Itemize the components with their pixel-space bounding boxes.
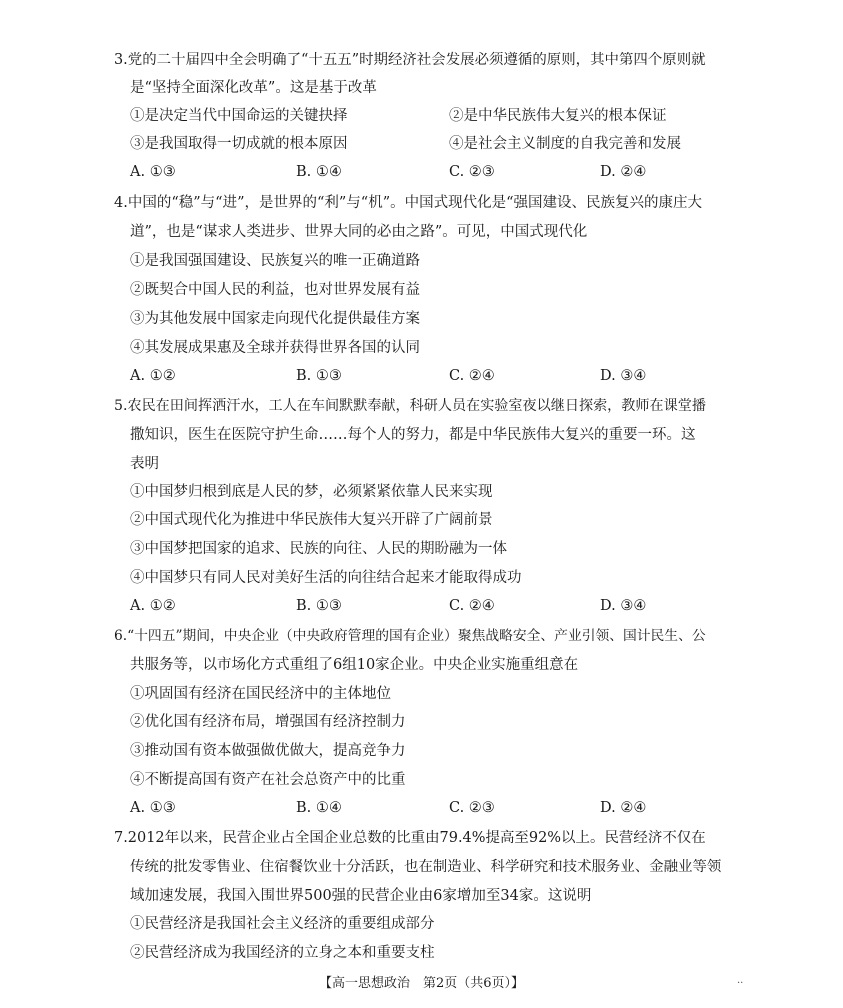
question-7-stem-line-1: 7.2012年以来，民营企业占全国企业总数的比重由79.4%提高至92%以上。民营经济不仅在: [114, 830, 706, 846]
question-5-stem-line-1: 5.农民在田间挥洒汗水，工人在车间默默奉献，科研人员在实验室夜以继日探索，教师在课堂播: [114, 398, 706, 414]
question-5-statement-2: ②中国式现代化为推进中华民族伟大复兴开辟了广阔前景: [130, 512, 493, 528]
question-5-choice-d[interactable]: D. ③④: [600, 598, 647, 614]
question-6-choice-a[interactable]: A. ①③: [130, 800, 176, 816]
question-4-choice-a[interactable]: A. ①②: [130, 368, 176, 384]
question-3-statement-4: ④是社会主义制度的自我完善和发展: [449, 136, 681, 152]
question-4-statement-4: ④其发展成果惠及全球并获得世界各国的认同: [130, 340, 420, 356]
question-6-choice-b[interactable]: B. ①④: [296, 800, 342, 816]
question-4-statement-1: ①是我国强国建设、民族复兴的唯一正确道路: [130, 253, 420, 269]
question-3-choice-a[interactable]: A. ①③: [130, 164, 176, 180]
question-3-choice-c[interactable]: C. ②③: [449, 164, 495, 180]
question-4-choices: [130, 366, 722, 386]
question-6-stem-line-1: 6.“十四五”期间，中央企业（中央政府管理的国有企业）聚焦战略安全、产业引领、国计民生、公: [114, 628, 706, 644]
question-5-choice-c[interactable]: C. ②④: [449, 598, 495, 614]
question-7-statement-1: ①民营经济是我国社会主义经济的重要组成部分: [130, 916, 435, 932]
question-3-choice-b[interactable]: B. ①④: [296, 164, 342, 180]
question-6-statement-2: ②优化国有经济布局，增强国有经济控制力: [130, 714, 406, 730]
question-5-statement-1: ①中国梦归根到底是人民的梦，必须紧紧依靠人民来实现: [130, 484, 493, 500]
question-6-statement-1: ①巩固国有经济在国民经济中的主体地位: [130, 686, 391, 702]
question-5-stem-line-3: 表明: [130, 456, 159, 472]
question-6-stem-line-2: 共服务等，以市场化方式重组了6组10家企业。中央企业实施重组意在: [130, 657, 579, 673]
question-3-choices: [130, 162, 722, 182]
question-5-statement-3: ③中国梦把国家的追求、民族的向往、人民的期盼融为一体: [130, 541, 507, 557]
question-7-stem-line-3: 域加速发展，我国入围世界500强的民营企业由6家增加至34家。这说明: [130, 888, 592, 904]
question-3-statement-3: ③是我国取得一切成就的根本原因: [130, 136, 348, 152]
question-5-statement-4: ④中国梦只有同人民对美好生活的向往结合起来才能取得成功: [130, 570, 522, 586]
question-4-stem-line-2: 道”，也是“谋求人类进步、世界大同的必由之路”。可见，中国式现代化: [130, 224, 588, 240]
corner-mark: ··: [737, 978, 744, 989]
question-5-choice-b[interactable]: B. ①③: [296, 598, 342, 614]
question-6-statement-4: ④不断提高国有资产在社会总资产中的比重: [130, 772, 406, 788]
question-6-choices: [130, 798, 722, 818]
question-3-statements-row-1: [130, 106, 722, 126]
question-7-stem-line-2: 传统的批发零售业、住宿餐饮业十分活跃，也在制造业、科学研究和技术服务业、金融业等领: [130, 859, 722, 875]
question-3-statement-2: ②是中华民族伟大复兴的根本保证: [449, 108, 667, 124]
question-5-stem-line-2: 撒知识，医生在医院守护生命……每个人的努力，都是中华民族伟大复兴的重要一环。这: [130, 427, 696, 443]
question-4-choice-b[interactable]: B. ①③: [296, 368, 342, 384]
question-4-statement-3: ③为其他发展中国家走向现代化提供最佳方案: [130, 311, 420, 327]
question-4-stem-line-1: 4.中国的“稳”与“进”，是世界的“利”与“机”。中国式现代化是“强国建设、民族复兴的康庄大: [114, 195, 703, 211]
question-3-statement-1: ①是决定当代中国命运的关键抉择: [130, 108, 348, 124]
question-3-stem-line-1: 3.党的二十届四中全会明确了“十五五”时期经济社会发展必须遵循的原则，其中第四个原则就: [114, 52, 706, 68]
question-6-statement-3: ③推动国有资本做强做优做大，提高竞争力: [130, 743, 406, 759]
question-4-choice-d[interactable]: D. ③④: [600, 368, 647, 384]
question-7-statement-2: ②民营经济成为我国经济的立身之本和重要支柱: [130, 945, 435, 961]
question-3-choice-d[interactable]: D. ②④: [600, 164, 647, 180]
question-5-choice-a[interactable]: A. ①②: [130, 598, 176, 614]
question-5-choices: [130, 596, 722, 616]
question-3-statements-row-2: [130, 134, 722, 154]
question-3-stem-line-2: 是“坚持全面深化改革”。这是基于改革: [130, 80, 377, 96]
page-footer: 【高一思想政治 第2页（共6页）】: [318, 976, 525, 991]
question-6-choice-c[interactable]: C. ②③: [449, 800, 495, 816]
question-6-choice-d[interactable]: D. ②④: [600, 800, 647, 816]
question-4-choice-c[interactable]: C. ②④: [449, 368, 495, 384]
question-4-statement-2: ②既契合中国人民的利益，也对世界发展有益: [130, 282, 420, 298]
